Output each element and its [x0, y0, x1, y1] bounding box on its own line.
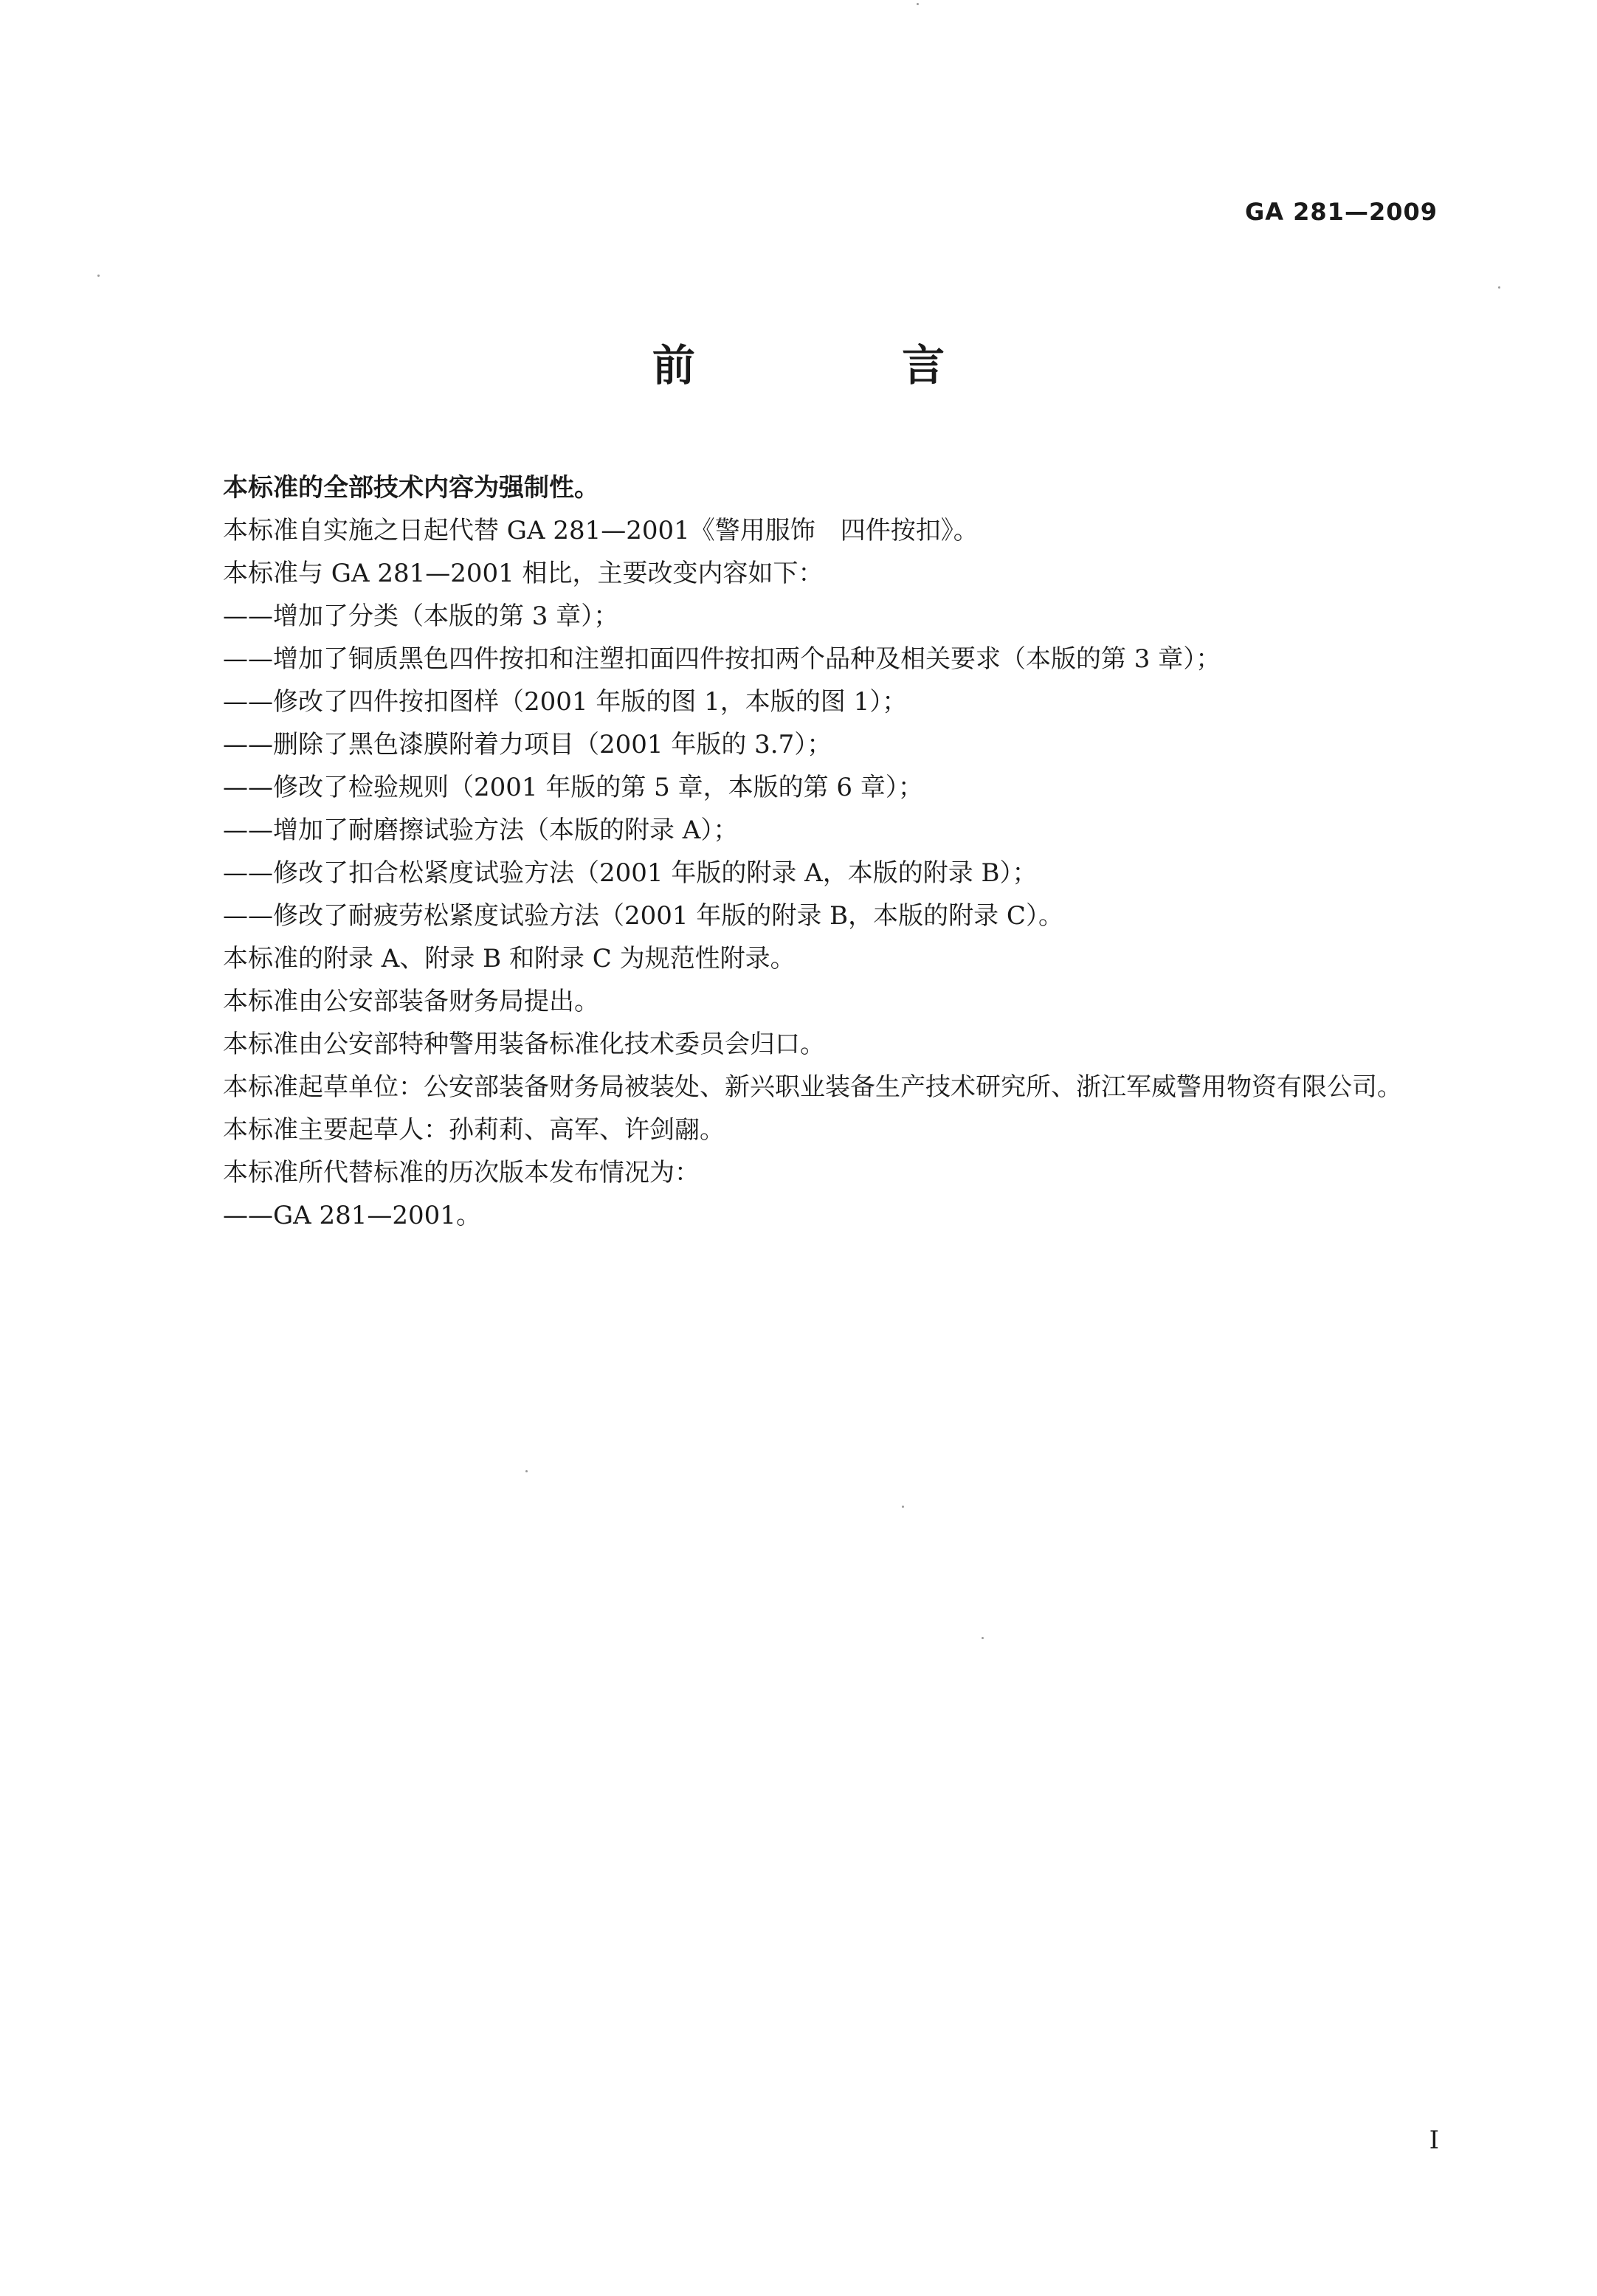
list-item: ——修改了耐疲劳松紧度试验方法（2001 年版的附录 B，本版的附录 C）。: [223, 901, 1063, 931]
list-item: ——增加了耐磨擦试验方法（本版的附录 A）；: [223, 816, 739, 845]
foreword-body: [177, 466, 1435, 1237]
scan-speck: [917, 3, 919, 5]
paragraph-replacement: 本标准自实施之日起代替 GA 281—2001《警用服饰 四件按扣》。: [223, 516, 979, 545]
list-item: ——删除了黑色漆膜附着力项目（2001 年版的 3.7）；: [223, 730, 832, 759]
list-item: ——修改了扣合松紧度试验方法（2001 年版的附录 A，本版的附录 B）；: [223, 858, 1038, 888]
list-item: ——GA 281—2001。: [223, 1201, 481, 1230]
scan-speck: [902, 1506, 904, 1508]
paragraph-drafters: 本标准主要起草人：孙莉莉、高军、许剑翮。: [223, 1115, 725, 1145]
paragraph-appendices: 本标准的附录 A、附录 B 和附录 C 为规范性附录。: [223, 944, 796, 973]
scan-speck: [1498, 286, 1500, 289]
document-code: GA 281—2009: [1244, 198, 1438, 226]
list-item: ——增加了铜质黑色四件按扣和注塑扣面四件按扣两个品种及相关要求（本版的第 3 章）；: [223, 644, 1221, 674]
paragraph-history-intro: 本标准所代替标准的历次版本发布情况为：: [223, 1158, 700, 1187]
list-item: ——修改了四件按扣图样（2001 年版的图 1，本版的图 1）；: [223, 687, 908, 717]
paragraph-drafting-units: 本标准起草单位：公安部装备财务局被装处、新兴职业装备生产技术研究所、浙江军威警用物资有限公司。: [223, 1072, 1402, 1102]
scan-speck: [97, 275, 100, 277]
list-item: ——增加了分类（本版的第 3 章）；: [223, 601, 619, 631]
scan-speck: [525, 1470, 528, 1472]
paragraph-mandatory-statement: 本标准的全部技术内容为强制性。: [223, 473, 599, 503]
page-title: 前 言: [652, 340, 1041, 390]
paragraph-proposer: 本标准由公安部装备财务局提出。: [223, 987, 599, 1016]
scan-speck: [982, 1637, 984, 1639]
paragraph-committee: 本标准由公安部特种警用装备标准化技术委员会归口。: [223, 1030, 825, 1059]
page-number: I: [1429, 2126, 1439, 2155]
paragraph-changes-intro: 本标准与 GA 281—2001 相比，主要改变内容如下：: [223, 559, 824, 588]
list-item: ——修改了检验规则（2001 年版的第 5 章，本版的第 6 章）；: [223, 773, 923, 802]
